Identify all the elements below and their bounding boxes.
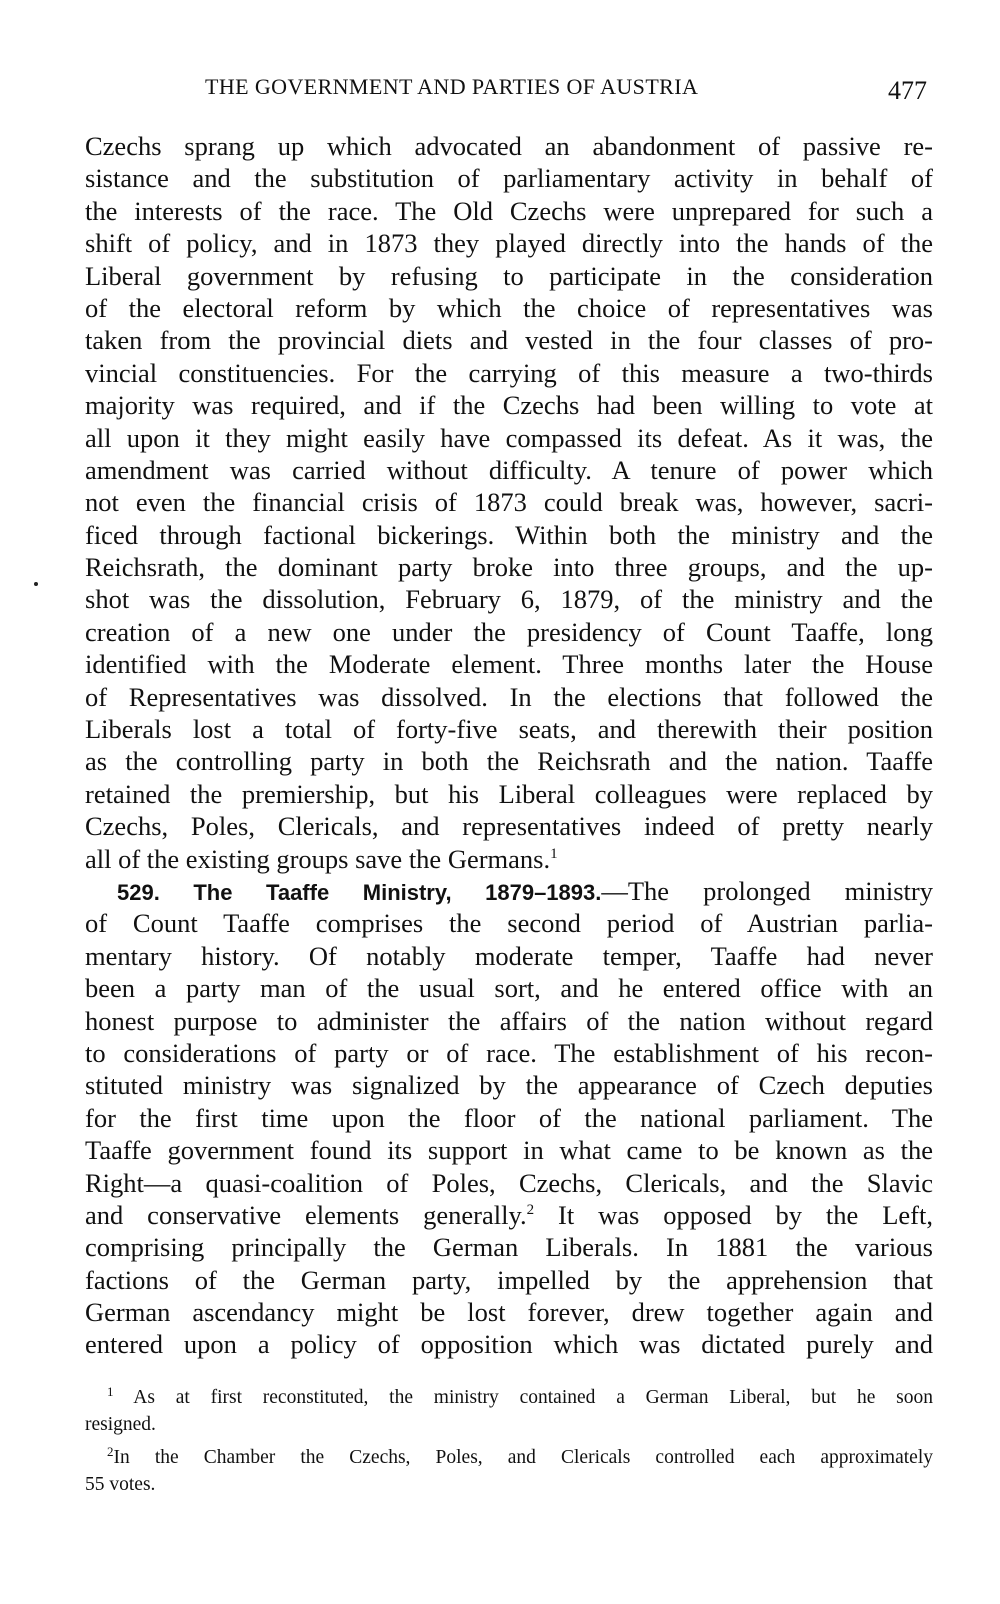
footnotes <box>85 1384 933 1498</box>
section-first-line <box>85 875 933 907</box>
text-line: Reichsrath, the dominant party broke into three groups, and the up- <box>85 552 933 583</box>
text-line: been a party man of the usual sort, and he entered office with an <box>85 973 933 1004</box>
text-line: Czechs sprang up which advocated an abandonment of passive re- <box>85 131 933 161</box>
text-line: Czechs, Poles, Clericals, and representatives indeed of pretty nearly <box>85 811 933 842</box>
section-529 <box>85 875 933 1361</box>
text-line: factions of the German party, impelled by the apprehension that <box>85 1264 933 1295</box>
text-line: shift of policy, and in 1873 they played directly into the hands of the <box>85 228 933 259</box>
text-line: creation of a new one under the presidency of Count Taaffe, long <box>85 616 933 647</box>
text-line: of Representatives was dissolved. In the elections that followed the <box>85 681 933 712</box>
text-line: Taaffe government found its support in what came to be known as the <box>85 1135 933 1166</box>
text-line: Liberal government by refusing to participate in the consideration <box>85 260 933 291</box>
text-line: taken from the provincial diets and vested in the four classes of pro- <box>85 325 933 356</box>
body-text <box>85 130 933 1361</box>
page-number: 477 <box>888 76 927 105</box>
text-line: for the first time upon the floor of the national parliament. The <box>85 1102 933 1133</box>
line-text: —The prolonged ministry <box>601 875 933 906</box>
footnote-2 <box>85 1444 933 1498</box>
text-line: vincial constituencies. For the carrying of this measure a two-thirds <box>85 357 933 388</box>
text-line: honest purpose to administer the affairs of the nation without regard <box>85 1005 933 1036</box>
text-line: majority was required, and if the Czechs had been willing to vote at <box>85 390 933 421</box>
text-line: mentary history. Of notably moderate temper, Taaffe had never <box>85 940 933 971</box>
text-line: identified with the Moderate element. Three months later the House <box>85 649 933 680</box>
footnote-1 <box>85 1384 933 1438</box>
text-line: shot was the dissolution, February 6, 1879, of the ministry and the <box>85 584 933 615</box>
text-line <box>85 843 933 875</box>
text-line: amendment was carried without difficulty. A tenure of power which <box>85 454 933 485</box>
footnote-marker: 2 <box>107 1444 114 1459</box>
footnote-text: As at first reconstituted, the ministry contained a German Liberal, but he soon <box>133 1387 933 1408</box>
footnote-line <box>85 1444 933 1471</box>
text-line: Right—a quasi-coalition of Poles, Czechs, Clericals, and the Slavic <box>85 1167 933 1198</box>
running-head: THE GOVERNMENT AND PARTIES OF AUSTRIA <box>205 74 699 99</box>
paragraph-1 <box>85 130 933 875</box>
text-line: all upon it they might easily have compassed its defeat. As it was, the <box>85 422 933 453</box>
margin-speck <box>34 582 38 586</box>
footnote-line: 55 votes. <box>85 1474 156 1495</box>
section-heading: 529. The Taaffe Ministry, 1879–1893. <box>117 879 602 905</box>
text-line: retained the premiership, but his Liberal colleagues were replaced by <box>85 778 933 809</box>
text-line: to considerations of party or of race. The establishment of his recon- <box>85 1037 933 1068</box>
text-line: the interests of the race. The Old Czechs were unprepared for such a <box>85 195 933 226</box>
line-text: It was opposed by the Left, <box>534 1199 933 1230</box>
footnote-marker: 1 <box>107 1384 114 1399</box>
footnote-ref-1[interactable]: 1 <box>550 845 558 862</box>
text-line: Liberals lost a total of forty-five seats, and therewith their position <box>85 714 933 745</box>
text-line: of Count Taaffe comprises the second period of Austrian parlia- <box>85 908 933 939</box>
line-text: all of the existing groups save the Germans. <box>85 843 551 874</box>
text-line: stituted ministry was signalized by the appearance of Czech deputies <box>85 1070 933 1101</box>
footnote-line <box>85 1384 933 1411</box>
text-line: ficed through factional bickerings. Within both the ministry and the <box>85 519 933 550</box>
text-line: as the controlling party in both the Reichsrath and the nation. Taaffe <box>85 746 933 777</box>
footnote-ref-2[interactable]: 2 <box>526 1201 535 1218</box>
text-line: comprising principally the German Liberals. In 1881 the various <box>85 1232 933 1263</box>
text-line <box>85 1199 933 1231</box>
text-line: of the electoral reform by which the choice of representatives was <box>85 292 933 323</box>
footnote-line: resigned. <box>85 1414 156 1435</box>
text-line: not even the financial crisis of 1873 could break was, however, sacri- <box>85 487 933 518</box>
text-line: entered upon a policy of opposition which was dictated purely and <box>85 1329 933 1360</box>
line-text: and conservative elements generally. <box>85 1199 527 1230</box>
footnote-text: In the Chamber the Czechs, Poles, and Clericals controlled each approximately <box>113 1447 933 1468</box>
text-line: German ascendancy might be lost forever, drew together again and <box>85 1297 933 1328</box>
text-line: sistance and the substitution of parliamentary activity in behalf of <box>85 163 933 194</box>
